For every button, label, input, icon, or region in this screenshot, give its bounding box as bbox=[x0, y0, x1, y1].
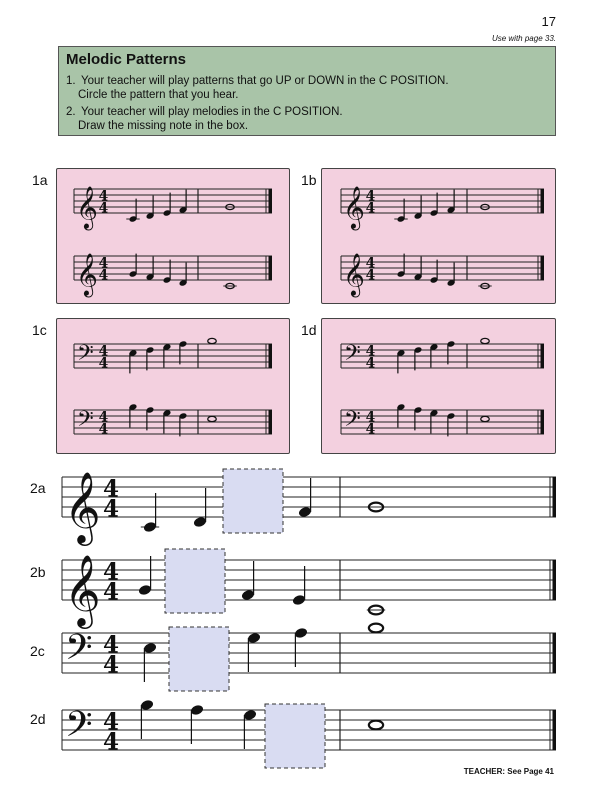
final-barline-thick bbox=[269, 410, 273, 434]
final-barline-thick bbox=[269, 256, 273, 280]
exercise-label-2a: 2a bbox=[30, 480, 46, 496]
time-signature-bottom: 4 bbox=[102, 728, 120, 756]
bass-clef-icon: 𝄢 bbox=[344, 340, 361, 371]
instruction-1-line1: Your teacher will play patterns that go UP or DOWN in the C POSITION. bbox=[81, 75, 449, 87]
final-barline-thick bbox=[269, 189, 273, 213]
whole-note bbox=[481, 416, 490, 421]
time-signature-top: 4 bbox=[102, 558, 120, 586]
exercise-label-2d: 2d bbox=[30, 711, 46, 727]
bass-clef-icon: 𝄢 bbox=[77, 340, 94, 371]
treble-clef-icon: 𝄞 bbox=[343, 184, 365, 229]
time-signature-bottom: 4 bbox=[102, 495, 120, 523]
time-signature-top: 4 bbox=[102, 708, 120, 736]
whole-note bbox=[208, 416, 217, 421]
treble-clef-icon: 𝄞 bbox=[64, 553, 101, 626]
instruction-1-line2: Circle the pattern that you hear. bbox=[78, 89, 239, 101]
answer-box bbox=[169, 627, 229, 691]
exercise-label-1a: 1a bbox=[32, 172, 48, 188]
treble-clef-icon: 𝄞 bbox=[343, 251, 365, 296]
final-barline-thick bbox=[541, 344, 545, 368]
time-signature-top: 4 bbox=[365, 188, 376, 205]
time-signature-bottom: 4 bbox=[98, 200, 109, 217]
answer-box bbox=[165, 549, 225, 613]
time-signature-top: 4 bbox=[98, 343, 109, 360]
instruction-2-number: 2. bbox=[66, 106, 76, 118]
treble-clef-icon: 𝄞 bbox=[76, 184, 98, 229]
time-signature-top: 4 bbox=[102, 631, 120, 659]
page-number: 17 bbox=[541, 14, 556, 29]
answer-box bbox=[265, 704, 325, 768]
use-with-note: Use with page 33. bbox=[491, 34, 556, 43]
time-signature-top: 4 bbox=[98, 255, 109, 272]
bass-clef-icon: 𝄢 bbox=[344, 406, 361, 437]
exercise-label-1c: 1c bbox=[32, 322, 47, 338]
time-signature-bottom: 4 bbox=[98, 355, 109, 372]
final-barline-thick bbox=[269, 344, 273, 368]
time-signature-top: 4 bbox=[365, 255, 376, 272]
final-barline-thick bbox=[541, 410, 545, 434]
time-signature-top: 4 bbox=[102, 475, 120, 503]
treble-clef-icon: 𝄞 bbox=[64, 470, 101, 543]
bass-clef-icon: 𝄢 bbox=[65, 704, 93, 754]
instruction-2-line2: Draw the missing note in the box. bbox=[78, 120, 249, 132]
exercise-label-2c: 2c bbox=[30, 643, 45, 659]
time-signature-bottom: 4 bbox=[98, 267, 109, 284]
final-barline-thick bbox=[553, 560, 557, 600]
final-barline-thick bbox=[553, 477, 557, 517]
whole-note bbox=[208, 338, 217, 343]
final-barline-thick bbox=[553, 633, 557, 673]
whole-note bbox=[369, 721, 383, 730]
time-signature-top: 4 bbox=[98, 188, 109, 205]
teacher-footer: TEACHER: See Page 41 bbox=[463, 767, 554, 776]
bass-clef-icon: 𝄢 bbox=[65, 627, 93, 677]
final-barline-thick bbox=[541, 189, 545, 213]
time-signature-top: 4 bbox=[98, 409, 109, 426]
instructions-title: Melodic Patterns bbox=[66, 51, 187, 68]
time-signature-top: 4 bbox=[365, 343, 376, 360]
time-signature-bottom: 4 bbox=[102, 578, 120, 606]
time-signature-bottom: 4 bbox=[98, 421, 109, 438]
time-signature-bottom: 4 bbox=[102, 651, 120, 679]
time-signature-bottom: 4 bbox=[365, 355, 376, 372]
exercise-label-1b: 1b bbox=[301, 172, 317, 188]
bass-clef-icon: 𝄢 bbox=[77, 406, 94, 437]
exercise-label-1d: 1d bbox=[301, 322, 317, 338]
time-signature-bottom: 4 bbox=[365, 421, 376, 438]
final-barline-thick bbox=[541, 256, 545, 280]
answer-box bbox=[223, 469, 283, 533]
whole-note bbox=[369, 624, 383, 633]
instruction-1-number: 1. bbox=[66, 75, 76, 87]
instruction-2-line1: Your teacher will play melodies in the C POSITION. bbox=[81, 106, 343, 118]
time-signature-bottom: 4 bbox=[365, 200, 376, 217]
final-barline-thick bbox=[553, 710, 557, 750]
whole-note bbox=[481, 338, 490, 343]
exercise-label-2b: 2b bbox=[30, 564, 46, 580]
time-signature-bottom: 4 bbox=[365, 267, 376, 284]
time-signature-top: 4 bbox=[365, 409, 376, 426]
treble-clef-icon: 𝄞 bbox=[76, 251, 98, 296]
